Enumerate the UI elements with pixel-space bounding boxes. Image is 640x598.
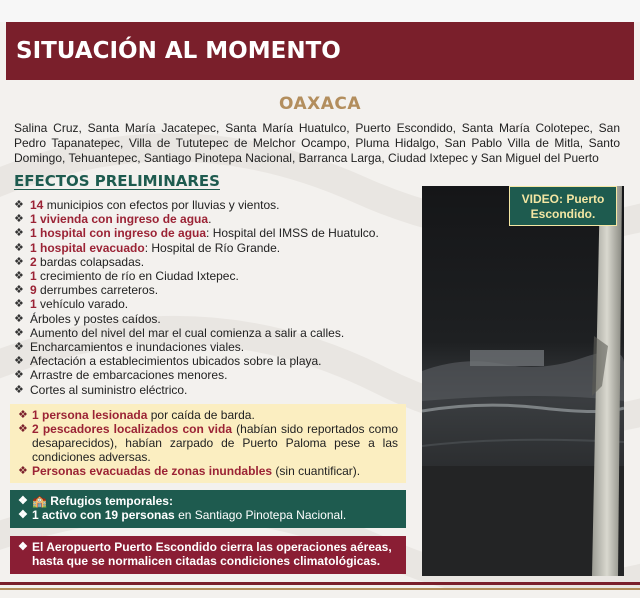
list-item: ❖ Encharcamientos e inundaciones viales. <box>14 340 245 355</box>
diamond-bullet-icon: ❖ <box>14 227 24 240</box>
shelters-box <box>10 490 406 528</box>
diamond-bullet-icon: ❖ <box>14 298 24 311</box>
municipalities-list: Salina Cruz, Santa María Jacatepec, Santa María Huatulco, Puerto Escondido, Santa María Colotepec, San Pedro Tapanatepec, Villa de Tututepec de Melchor Ocampo, Pluma Hidalgo, San Pablo Villa de Mitla, Santo Domingo, Tehuantepec, Santiago Pinotepa Nacional, Barranca Larga, Ciudad Ixtepec y San Miguel del Puerto <box>14 121 620 165</box>
list-item: ❖ 1 crecimiento de río en Ciudad Ixtepec. <box>14 269 239 284</box>
diamond-bullet-icon: ❖ <box>18 509 28 521</box>
header-banner <box>6 22 634 80</box>
effects-title: EFECTOS PRELIMINARES <box>14 172 220 190</box>
region-title: OAXACA <box>278 94 362 114</box>
diamond-bullet-icon: ❖ <box>18 423 28 435</box>
list-item: ❖ 1 hospital con ingreso de agua: Hospital del IMSS de Huatulco. <box>14 226 379 241</box>
list-item: ❖ 1 hospital evacuado: Hospital de Río Grande. <box>14 240 281 255</box>
diamond-bullet-icon: ❖ <box>14 255 24 268</box>
video-still[interactable] <box>422 186 624 576</box>
diamond-bullet-icon: ❖ <box>14 355 24 368</box>
diamond-bullet-icon: ❖ <box>14 312 24 325</box>
list-item: ❖ 1 persona lesionada por caída de barda. <box>18 408 255 422</box>
diamond-bullet-icon: ❖ <box>14 369 24 382</box>
list-item: ❖ 🏫 Refugios temporales: <box>18 494 173 508</box>
airport-box <box>10 536 406 574</box>
diamond-bullet-icon: ❖ <box>14 326 24 339</box>
page-title: SITUACIÓN AL MOMENTO <box>16 38 341 64</box>
diamond-bullet-icon: ❖ <box>18 465 28 477</box>
list-item: ❖ 9 derrumbes carreteros. <box>14 283 159 298</box>
list-item: ❖ 14 municipios con efectos por lluvias y vientos. <box>14 198 280 212</box>
diamond-bullet-icon: ❖ <box>14 199 24 211</box>
diamond-bullet-icon: ❖ <box>14 241 24 254</box>
list-item: ❖ Afectación a establecimientos ubicados sobre la playa. <box>14 354 322 369</box>
list-item: ❖ Arrastre de embarcaciones menores. <box>14 368 228 383</box>
diamond-bullet-icon: ❖ <box>14 284 24 297</box>
diamond-bullet-icon: ❖ <box>14 270 24 283</box>
diamond-bullet-icon: ❖ <box>18 495 28 507</box>
list-item: ❖ 1 activo con 19 personas en Santiago Pinotepa Nacional. <box>18 508 347 522</box>
diamond-bullet-icon: ❖ <box>18 409 28 421</box>
list-item: ❖ 2 pescadores localizados con vida (habían sido reportados como desaparecidos), habían zarpado de Puerto Paloma pese a las condiciones adversas. <box>18 422 399 464</box>
house-icon: 🏫 <box>32 494 51 508</box>
list-item: ❖ Aumento del nivel del mar el cual comienza a salir a calles. <box>14 325 345 340</box>
people-affected-box <box>10 404 406 483</box>
effects-list <box>14 198 414 397</box>
list-item: ❖ El Aeropuerto Puerto Escondido cierra las operaciones aéreas, hasta que se normalicen citadas condiciones climatológicas. <box>18 540 392 568</box>
diamond-bullet-icon: ❖ <box>14 213 24 226</box>
list-item: ❖ 2 bardas colapsadas. <box>14 254 145 269</box>
video-badge: VIDEO: Puerto Escondido. <box>509 186 617 226</box>
list-item: ❖ Personas evacuadas de zonas inundables (sin cuantificar). <box>18 464 361 478</box>
diamond-bullet-icon: ❖ <box>14 341 24 354</box>
list-item: ❖ 1 vehículo varado. <box>14 297 129 312</box>
footer-divider <box>0 582 640 585</box>
list-item: ❖ 1 vivienda con ingreso de agua. <box>14 212 212 227</box>
list-item: ❖ Cortes al suministro eléctrico. <box>14 382 188 397</box>
diamond-bullet-icon: ❖ <box>14 383 24 396</box>
footer-divider-gold <box>0 588 640 590</box>
top-strip <box>0 0 640 22</box>
diamond-bullet-icon: ❖ <box>18 541 28 553</box>
list-item: ❖ Árboles y postes caídos. <box>14 311 161 326</box>
